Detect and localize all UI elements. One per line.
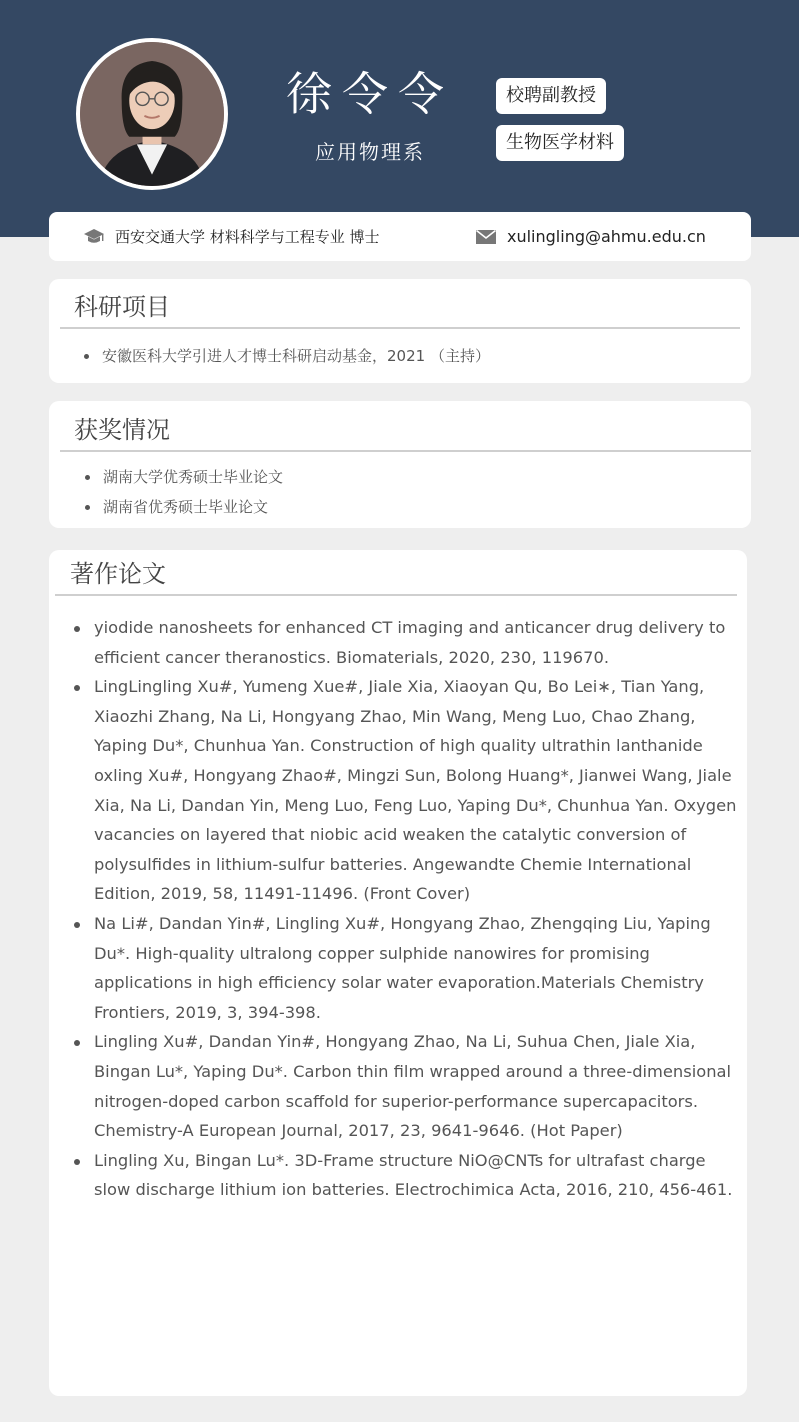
publications-divider xyxy=(55,594,737,596)
list-item: yiodide nanosheets for enhanced CT imaging and anticancer drug delivery to efficient cancer theranostics. Biomaterials, 2020, 230, 119670. xyxy=(49,613,747,672)
mail-icon xyxy=(475,229,497,245)
awards-card xyxy=(49,401,751,528)
list-item: Lingling Xu#, Dandan Yin#, Hongyang Zhao, Na Li, Suhua Chen, Jiale Xia, Bingan Lu*, Yaping Du*. Carbon thin film wrapped around a three-dimensional nitrogen-doped carbon scaffold for superior-performance supercapacitors. Chemistry-A European Journal, 2017, 23, 9641-9646. (Hot Paper) xyxy=(49,1027,747,1145)
contact-bar xyxy=(49,212,751,261)
research-list xyxy=(80,341,740,371)
list-item: 安徽医科大学引进人才博士科研启动基金，2021 （主持） xyxy=(80,341,740,371)
profile-photo-illustration xyxy=(80,42,224,186)
research-card xyxy=(49,279,751,383)
education-text: 西安交通大学 材料科学与工程专业 博士 xyxy=(115,228,380,246)
list-item: LingLingling Xu#, Yumeng Xue#, Jiale Xia, Xiaoyan Qu, Bo Lei∗, Tian Yang, Xiaozhi Zhang, Na Li, Hongyang Zhao, Min Wang, Meng Luo, Chao Zhang, Yaping Du*, Chunhua Yan. Construction of high quality ultrathin lanthanide oxling Xu#, Hongyang Zhao#, Mingzi Sun, Bolong Huang*, Jianwei Wang, Jiale Xia, Na Li, Dandan Yin, Meng Luo, Feng Luo, Yaping Du*, Chunhua Yan. Oxygen vacancies on layered that niobic acid weaken the catalytic conversion of polysulfides in lithium-sulfur batteries. Angewandte Chemie International Edition, 2019, 58, 11491-11496. (Front Cover) xyxy=(49,672,747,909)
list-item: 湖南大学优秀硕士毕业论文 xyxy=(81,462,741,492)
awards-title: 获奖情况 xyxy=(74,416,170,444)
graduation-cap-icon xyxy=(83,228,105,246)
department: 应用物理系 xyxy=(315,140,425,164)
research-title: 科研项目 xyxy=(74,293,170,321)
publications-title: 著作论文 xyxy=(70,560,166,588)
field-tag: 生物医学材料 xyxy=(496,125,624,161)
research-divider xyxy=(60,327,740,329)
awards-divider xyxy=(60,450,751,452)
education-info xyxy=(83,212,380,261)
title-tag: 校聘副教授 xyxy=(496,78,606,114)
email-info xyxy=(475,212,706,261)
list-item: Na Li#, Dandan Yin#, Lingling Xu#, Hongyang Zhao, Zhengqing Liu, Yaping Du*. High-quality ultralong copper sulphide nanowires for promising applications in high efficiency solar water evaporation.Materials Chemistry Frontiers, 2019, 3, 394-398. xyxy=(49,909,747,1027)
person-name: 徐令令 xyxy=(286,67,454,121)
list-item: Lingling Xu, Bingan Lu*. 3D-Frame structure NiO@CNTs for ultrafast charge slow discharge lithium ion batteries. Electrochimica Acta, 2016, 210, 456-461. xyxy=(49,1146,747,1205)
list-item: 湖南省优秀硕士毕业论文 xyxy=(81,492,741,522)
publications-card xyxy=(49,550,747,1396)
awards-list xyxy=(81,462,741,522)
profile-photo xyxy=(76,38,228,190)
publications-list xyxy=(49,613,747,1205)
email-text[interactable]: xulingling@ahmu.edu.cn xyxy=(507,227,706,246)
